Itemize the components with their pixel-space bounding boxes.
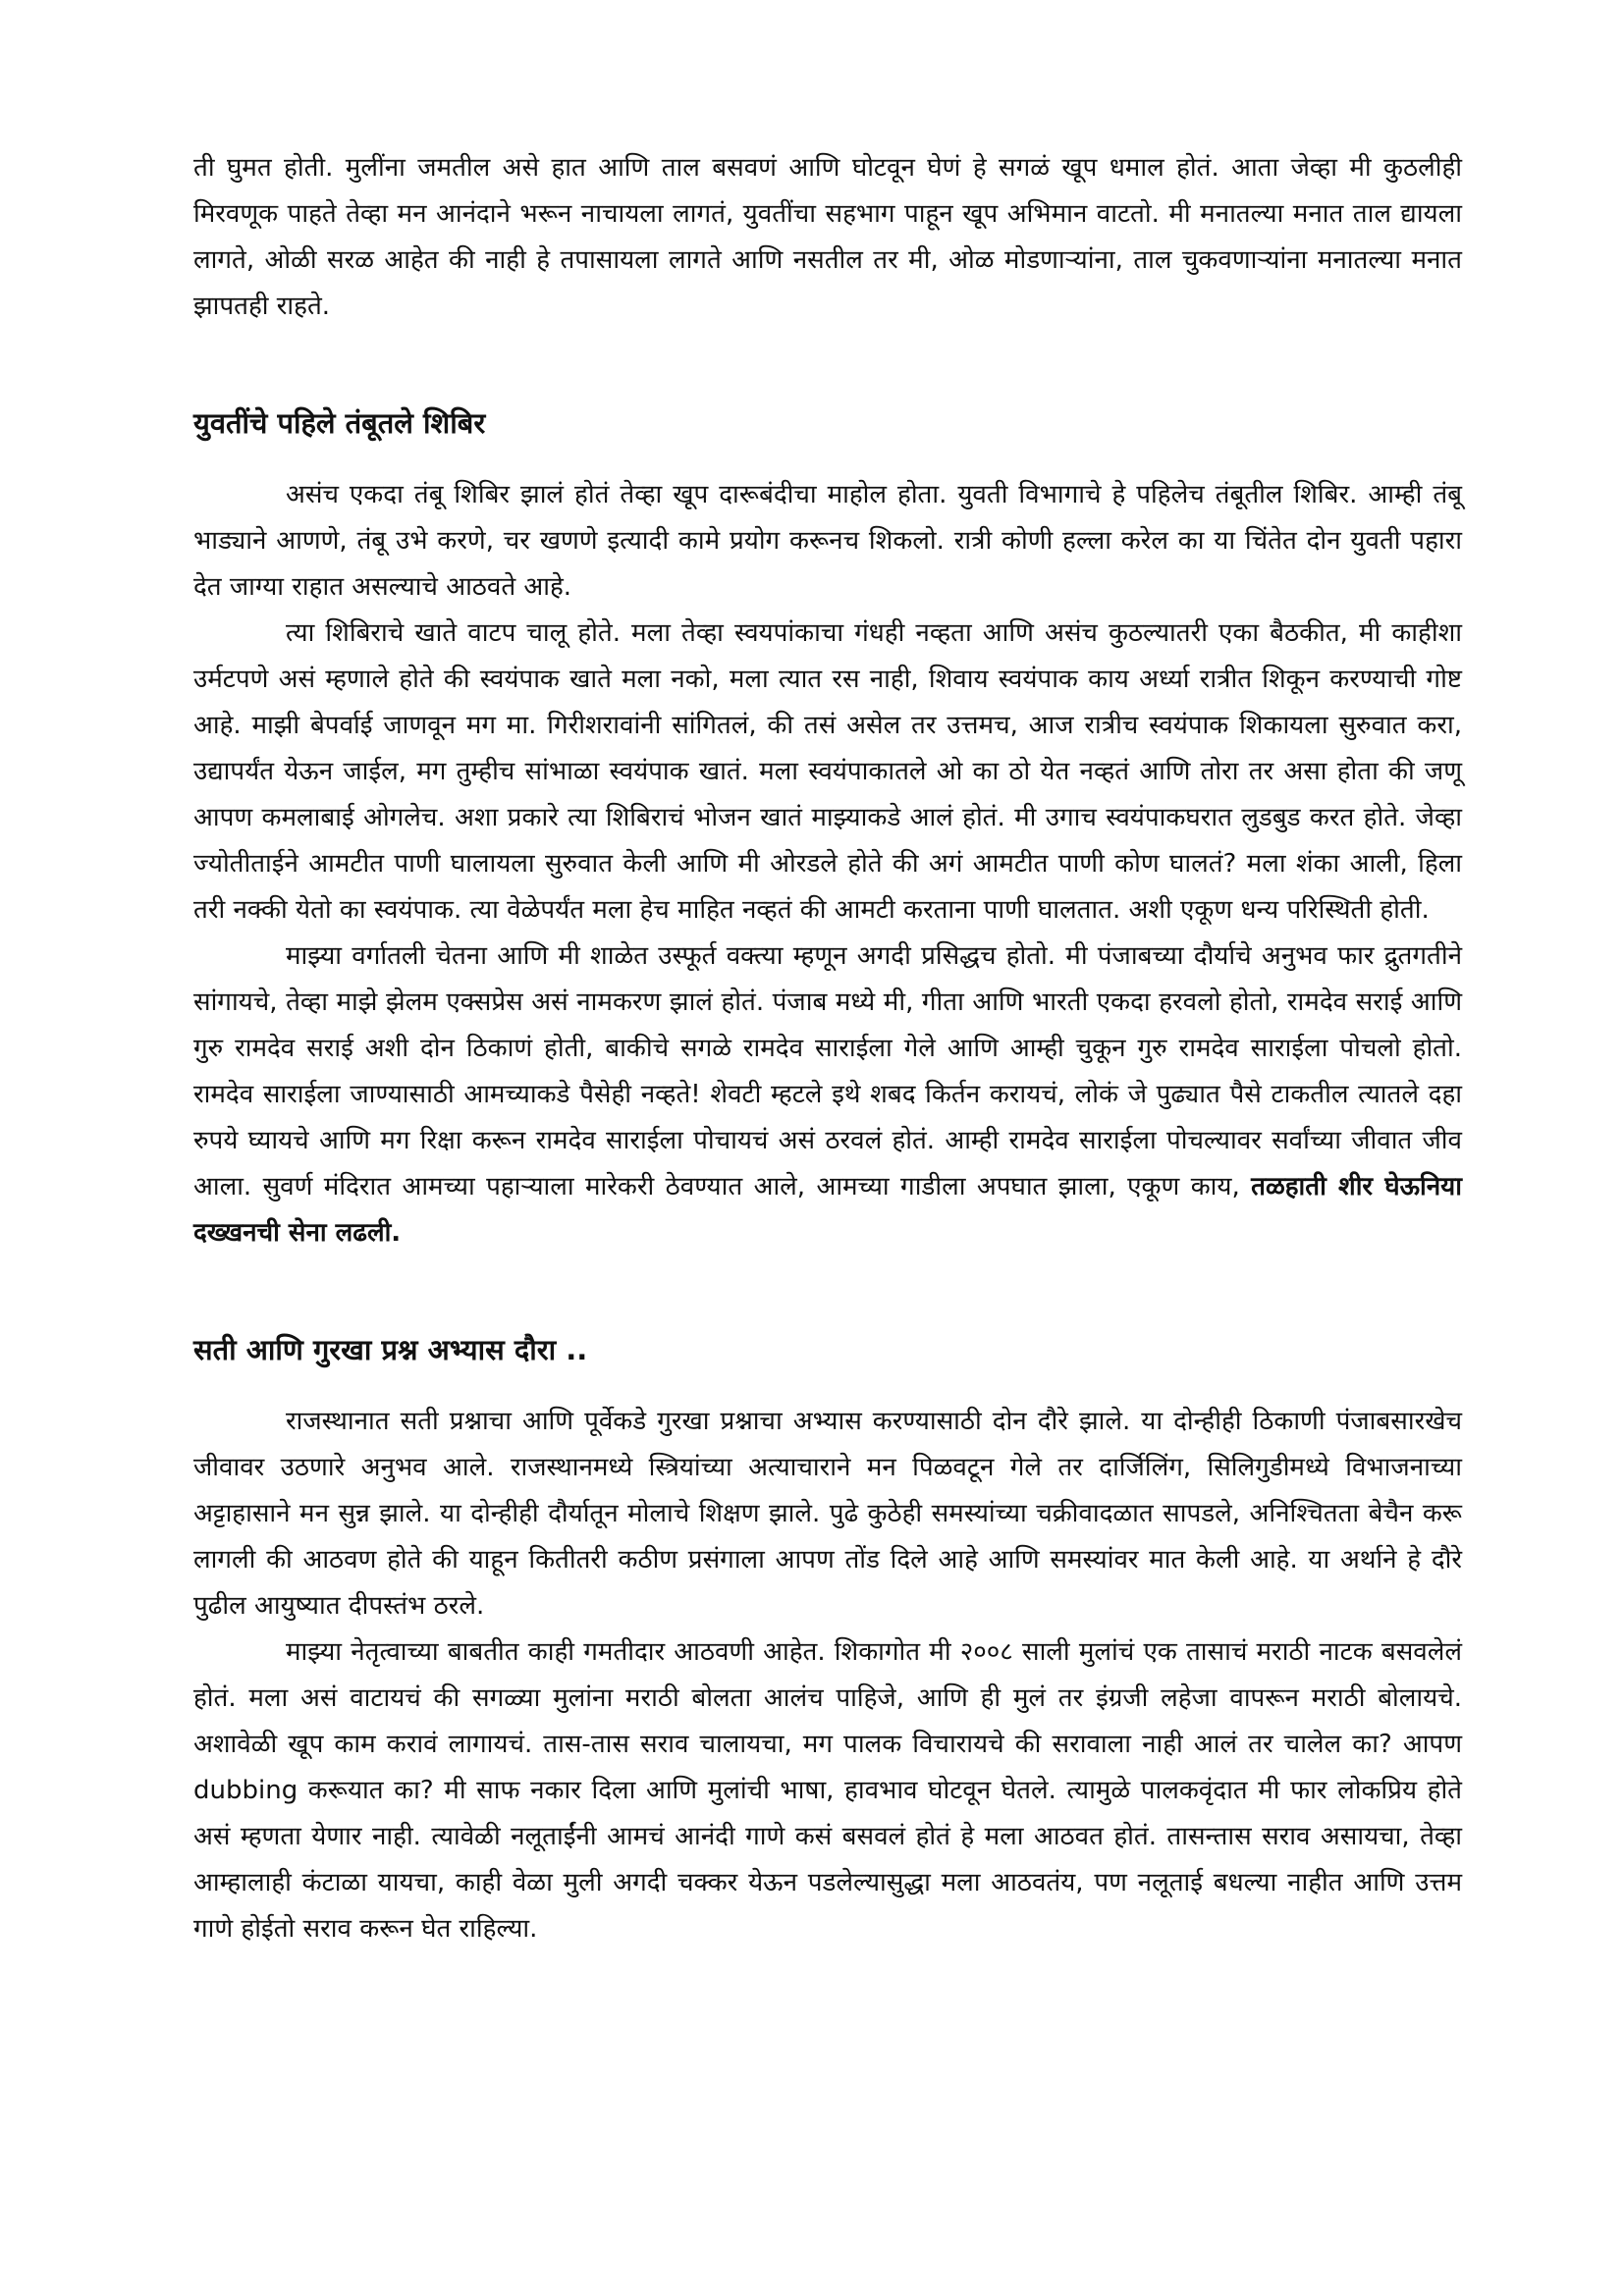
paragraph-text: माझ्या वर्गातली चेतना आणि मी शाळेत उस्फूर्त वक्त्या म्हणून अगदी प्रसिद्धच होतो. मी पंजाबच्या दौर्याचे अनुभव फार द्रुतगतीने सांगायचे, तेव्हा माझे झेलम एक्सप्रेस असं नामकरण झालं होतं. पंजाब मध्ये मी, गीता आणि भारती एकदा हरवलो होतो, रामदेव सराई आणि गुरु रामदेव सराई अशी दोन ठिकाणं होती, बाकीचे सगळे रामदेव साराईला गेले आणि आम्ही चुकून गुरु रामदेव साराईला पोचलो होतो. रामदेव साराईला जाण्यासाठी आमच्याकडे पैसेही नव्हते! शेवटी म्हटले इथे शबद किर्तन करायचं, लोकं जे पुढ्यात पैसे टाकतील त्यातले दहा रुपये घ्यायचे आणि मग रिक्षा करून रामदेव साराईला पोचायचं असं ठरवलं होतं. आम्ही रामदेव साराईला पोचल्यावर सर्वांच्या जीवात जीव आला. सुवर्ण मंदिरात आमच्या पहाऱ्याला मारेकरी ठेवण्यात आले, आमच्या गाडीला अपघात झाला, एकूण काय, — [193, 941, 1462, 1201]
spacer — [193, 447, 1462, 472]
bold-quote: तळहाती शीर घेऊनिया दख्खनची सेना लढली. — [193, 1172, 1462, 1248]
spacer — [193, 330, 1462, 400]
spacer — [193, 1373, 1462, 1399]
document-page — [193, 145, 1462, 1952]
tent-camp-paragraph-1: असंच एकदा तंबू शिबिर झालं होतं तेव्हा खूप दारूबंदीचा माहोल होता. युवती विभागाचे हे पहिलेच तंबूतील शिबिर. आम्ही तंबू भाड्याने आणणे, तंबू उभे करणे, चर खणणे इत्यादी कामे प्रयोग करूनच शिकलो. रात्री कोणी हल्ला करेल का या चिंतेत दोन युवती पहारा देत जाग्या राहात असल्याचे आठवते आहे. — [193, 480, 1462, 602]
study-tour-paragraph-2: माझ्या नेतृत्वाच्या बाबतीत काही गमतीदार आठवणी आहेत. शिकागोत मी २००८ साली मुलांचं एक तासाचं मराठी नाटक बसवलेलं होतं. मला असं वाटायचं की सगळ्या मुलांना मराठी बोलता आलंच पाहिजे, आणि ही मुलं तर इंग्रजी लहेजा वापरून मराठी बोलायचे. अशावेळी खूप काम करावं लागायचं. तास-तास सराव चालायचा, मग पालक विचारायचे की सरावाला नाही आलं तर चालेल का? आपण dubbing करूयात का? मी साफ नकार दिला आणि मुलांची भाषा, हावभाव घोटवून घेतले. त्यामुळे पालकवृंदात मी फार लोकप्रिय होते असं म्हणता येणार नाही. त्यावेळी नलूताईंनी आमचं आनंदी गाणे कसं बसवलं होतं हे मला आठवत होतं. तासन्तास सराव असायचा, तेव्हा आम्हालाही कंटाळा यायचा, काही वेळा मुली अगदी चक्कर येऊन पडलेल्यासुद्धा मला आठवतंय, पण नलूताई बधल्या नाहीत आणि उत्तम गाणे होईतो सराव करून घेत राहिल्या. — [193, 1637, 1462, 1944]
intro-paragraph: ती घुमत होती. मुलींना जमतील असे हात आणि ताल बसवणं आणि घोटवून घेणं हे सगळं खूप धमाल होतं. आता जेव्हा मी कुठलीही मिरवणूक पाहते तेव्हा मन आनंदाने भरून नाचायला लागतं, युवतींचा सहभाग पाहून खूप अभिमान वाटतो. मी मनातल्या मनात ताल द्यायला लागते, ओळी सरळ आहेत की नाही हे तपासायला लागते आणि नसतील तर मी, ओळ मोडणाऱ्यांना, ताल चुकवणाऱ्यांना मनातल्या मनात झापतही राहते. — [193, 153, 1462, 321]
spacer — [193, 1256, 1462, 1327]
tent-camp-paragraph-3 — [193, 934, 1462, 1256]
study-tour-paragraph-1: राजस्थानात सती प्रश्नाचा आणि पूर्वेकडे गुरखा प्रश्नाचा अभ्यास करण्यासाठी दोन दौरे झाले. या दोन्हीही ठिकाणी पंजाबसारखेच जीवावर उठणारे अनुभव आले. राजस्थानमध्ये स्त्रियांच्या अत्याचाराने मन पिळवटून गेले तर दार्जिलिंग, सिलिगुडीमध्ये विभाजनाच्या अट्टाहासाने मन सुन्न झाले. या दोन्हीही दौर्यातून मोलाचे शिक्षण झाले. पुढे कुठेही समस्यांच्या चक्रीवादळात सापडले, अनिश्चितता बेचैन करू लागली की आठवण होते की याहून कितीतरी कठीण प्रसंगाला आपण तोंड दिले आहे आणि समस्यांवर मात केली आहे. या अर्थाने हे दौरे पुढील आयुष्यात दीपस्तंभ ठरले. — [193, 1407, 1462, 1621]
section-heading-study-tour: सती आणि गुरखा प्रश्न अभ्यास दौरा .. — [193, 1333, 588, 1366]
tent-camp-paragraph-2: त्या शिबिराचे खाते वाटप चालू होते. मला तेव्हा स्वयपांकाचा गंधही नव्हता आणि असंच कुठल्यातरी एका बैठकीत, मी काहीशा उर्मटपणे असं म्हणाले होते की स्वयंपाक खाते मला नको, मला त्यात रस नाही, शिवाय स्वयंपाक काय अर्ध्या रात्रीत शिकून करण्याची गोष्ट आहे. माझी बेपर्वाई जाणवून मग मा. गिरीशरावांनी सांगितलं, की तसं असेल तर उत्तमच, आज रात्रीच स्वयंपाक शिकायला सुरुवात करा, उद्यापर्यंत येऊन जाईल, मग तुम्हीच सांभाळा स्वयंपाक खातं. मला स्वयंपाकातले ओ का ठो येत नव्हतं आणि तोरा तर असा होता की जणू आपण कमलाबाई ओगलेच. अशा प्रकारे त्या शिबिराचं भोजन खातं माझ्याकडे आलं होतं. मी उगाच स्वयंपाकघरात लुडबुड करत होते. जेव्हा ज्योतीताईने आमटीत पाणी घालायला सुरुवात केली आणि मी ओरडले होते की अगं आमटीत पाणी कोण घालतं? मला शंका आली, हिला तरी नक्की येतो का स्वयंपाक. त्या वेळेपर्यंत मला हेच माहित नव्हतं की आमटी करताना पाणी घालतात. अशी एकूण धन्य परिस्थिती होती. — [193, 618, 1462, 925]
section-heading-tent-camp: युवतींचे पहिले तंबूतले शिबिर — [193, 406, 486, 440]
